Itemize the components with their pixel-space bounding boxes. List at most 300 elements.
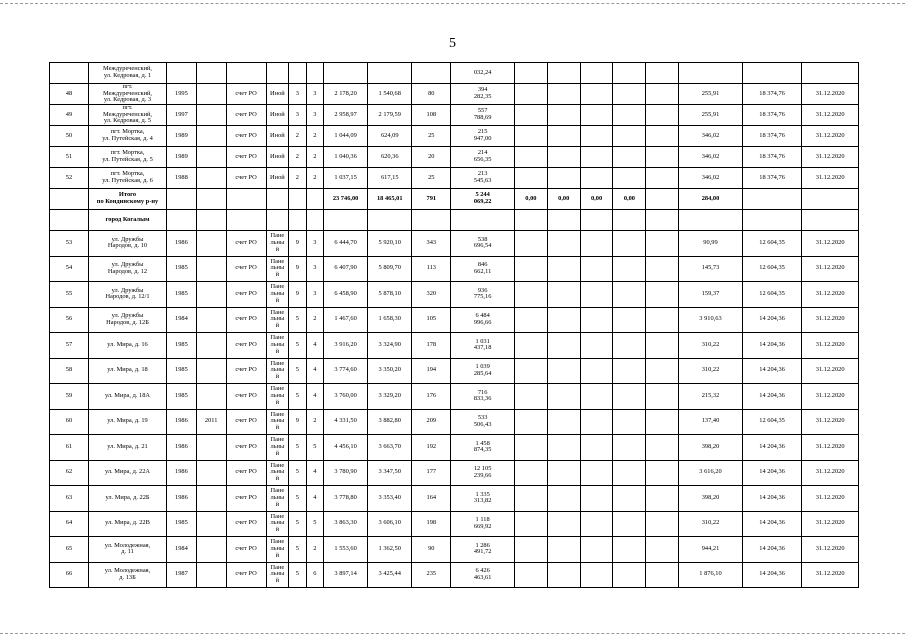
repair-cost-line: 1 039 [475,363,490,371]
fund-method: счет РО [226,358,266,384]
year-built: 1995 [167,84,197,105]
living-area [368,63,412,84]
wall-material-line: Пане [270,232,285,240]
year-renovated [196,486,226,512]
empty-cell [580,63,613,84]
max-cost: 14 204,36 [742,435,802,461]
empty-cell [613,384,646,410]
total-area: 23 746,00 [324,189,368,210]
table-row [50,511,859,537]
entrances: 3 [306,231,323,257]
wall-material [266,486,289,512]
table-row [50,435,859,461]
specific-cost: 346,02 [679,126,743,147]
empty-cell [580,562,613,588]
empty-cell [514,126,547,147]
repair-cost-line: 394 [477,86,488,94]
address-line: Междуреченский, [102,110,153,118]
table-row [50,63,859,84]
empty-cell [646,84,679,105]
row-number: 66 [50,562,89,588]
max-cost: 18 374,76 [742,126,802,147]
year-built: 1986 [167,435,197,461]
repair-cost [451,126,515,147]
fund-method: счет РО [226,333,266,359]
year-renovated [196,460,226,486]
row-number: 65 [50,537,89,563]
year-renovated [196,333,226,359]
repair-cost-line: 716 [477,388,488,396]
repair-cost [451,168,515,189]
address-line: Междуреченский, [102,65,153,73]
living-area: 1 658,30 [368,307,412,333]
empty-cell [613,409,646,435]
max-cost: 14 204,36 [742,486,802,512]
year-renovated [196,105,226,126]
max-cost: 18 374,76 [742,84,802,105]
residents: 235 [412,562,451,588]
empty-cell [580,84,613,105]
address-line: пгт. Мортка, [110,128,145,136]
row-number: 49 [50,105,89,126]
wall-material-line: й [275,475,280,483]
empty-cell [547,384,580,410]
empty-cell [580,105,613,126]
empty-cell [547,333,580,359]
max-cost: 14 204,36 [742,511,802,537]
floors: 9 [289,282,306,308]
empty-cell [613,537,646,563]
fund-method: счет РО [226,282,266,308]
repair-cost-line: 557 [477,107,488,115]
empty-cell [547,358,580,384]
empty-cell [514,256,547,282]
row-number: 57 [50,333,89,359]
floors [289,63,306,84]
specific-cost: 1 876,10 [679,562,743,588]
wall-material-line: й [275,245,280,253]
address [89,168,167,189]
living-area: 3 353,40 [368,486,412,512]
repair-cost-line: 214 [477,149,488,157]
scan-top-edge [0,3,905,4]
address [89,384,167,410]
floors: 9 [289,231,306,257]
wall-material-line: льны [270,340,285,348]
wall-material-line: й [275,449,280,457]
repair-cost-line: 545,63 [473,177,492,184]
empty-cell [613,63,646,84]
wall-material-line: й [275,347,280,355]
residents: 90 [412,537,451,563]
living-area: 3 425,44 [368,562,412,588]
floors: 9 [289,409,306,435]
year-renovated [196,307,226,333]
empty-cell [646,537,679,563]
address [89,409,167,435]
wall-material-line: льны [270,289,285,297]
address-line: ул. Мира, д. 19 [107,417,148,425]
specific-cost: 159,37 [679,282,743,308]
wall-material-line: льны [270,519,285,527]
entrances: 3 [306,84,323,105]
year-renovated [196,358,226,384]
planned-date: 31.12.2020 [802,231,859,257]
empty-cell [646,256,679,282]
living-area: 3 350,20 [368,358,412,384]
address-line: ул. Мира, д. 21 [107,442,148,450]
row-number: 48 [50,84,89,105]
rows-kogalym [50,231,859,588]
year-built: 1986 [167,231,197,257]
total-area [324,63,368,84]
repair-cost-line: 215 [477,128,488,136]
wall-material-line: льны [270,264,285,272]
repair-cost [451,537,515,563]
entrances: 4 [306,333,323,359]
specific-cost [679,63,743,84]
specific-cost: 310,22 [679,333,743,359]
total-area: 6 407,90 [324,256,368,282]
empty-cell [514,63,547,84]
table-row [50,307,859,333]
total-area: 1 553,60 [324,537,368,563]
empty-cell [514,307,547,333]
residents: 343 [412,231,451,257]
planned-date: 31.12.2020 [802,168,859,189]
residents: 113 [412,256,451,282]
empty-cell [580,231,613,257]
address [89,84,167,105]
empty-cell [547,511,580,537]
repair-cost-line: 662,11 [473,267,492,275]
wall-material-line: Пане [270,334,285,342]
specific-cost: 398,20 [679,486,743,512]
planned-date: 31.12.2020 [802,126,859,147]
year-renovated [196,537,226,563]
repair-cost-line: 846 [477,261,488,269]
empty-cell [646,105,679,126]
total-z4: 0,00 [613,189,646,210]
max-cost [742,63,802,84]
max-cost: 12 604,35 [742,256,802,282]
repair-cost [451,307,515,333]
empty-cell [547,486,580,512]
total-specific: 284,00 [679,189,743,210]
address [89,63,167,84]
living-area: 2 179,59 [368,105,412,126]
empty-cell [547,231,580,257]
entrances: 3 [306,105,323,126]
empty-cell [514,333,547,359]
empty-cell [514,460,547,486]
total-label: Итого [118,191,137,199]
empty-cell [580,511,613,537]
specific-cost: 3 910,63 [679,307,743,333]
empty-cell [580,126,613,147]
empty-cell [514,231,547,257]
address-line: ул. Мира, д. 22В [105,519,150,527]
wall-material-line: й [275,424,280,432]
wall-material [266,511,289,537]
max-cost: 14 204,36 [742,307,802,333]
year-renovated [196,63,226,84]
address-line: ул. Мира, д. 22Б [105,493,150,501]
max-cost: 14 204,36 [742,333,802,359]
empty-cell [613,435,646,461]
floors: 5 [289,384,306,410]
fund-method: счет РО [226,511,266,537]
empty-cell [547,84,580,105]
year-built: 1985 [167,358,197,384]
entrances: 4 [306,460,323,486]
entrances: 5 [306,511,323,537]
row-number: 63 [50,486,89,512]
repair-cost [451,256,515,282]
wall-material: Иной [266,84,289,105]
address-line: ул. Молодежная, [104,541,151,549]
total-area: 3 778,80 [324,486,368,512]
wall-material-line: льны [270,468,285,476]
floors: 5 [289,307,306,333]
address-line: ул. Дружбы [111,235,144,243]
wall-material-line: льны [270,391,285,399]
total-z3: 0,00 [580,189,613,210]
empty-cell [580,333,613,359]
total-z2: 0,00 [547,189,580,210]
address-line: Междуреченский, [102,89,153,97]
year-built [167,63,197,84]
total-area: 3 760,00 [324,384,368,410]
empty-cell [547,63,580,84]
row-number: 54 [50,256,89,282]
repair-cost-line: 313,82 [473,497,492,505]
repair-cost-line: 874,35 [473,446,492,454]
empty-cell [547,435,580,461]
max-cost: 14 204,36 [742,562,802,588]
repair-cost-line: 6 426 [475,567,490,575]
fund-method: счет РО [226,409,266,435]
repair-cost [451,562,515,588]
total-residents: 791 [412,189,451,210]
wall-material-line: льны [270,417,285,425]
repair-cost-line: 12 105 [473,465,492,473]
wall-material-line: Пане [270,283,285,291]
wall-material [266,435,289,461]
residents: 20 [412,147,451,168]
address-line: д. 13Б [119,573,136,581]
specific-cost: 398,20 [679,435,743,461]
empty-cell [547,126,580,147]
repair-cost [451,105,515,126]
empty-cell [514,84,547,105]
address [89,333,167,359]
wall-material [266,384,289,410]
floors: 2 [289,126,306,147]
address [89,231,167,257]
address [89,511,167,537]
specific-cost: 215,32 [679,384,743,410]
repair-cost-line: 6 484 [475,312,490,320]
empty-cell [580,256,613,282]
address [89,537,167,563]
address [89,562,167,588]
empty-cell [613,333,646,359]
table-row [50,84,859,105]
table-row [50,384,859,410]
row-number: 64 [50,511,89,537]
empty-cell [580,307,613,333]
repair-cost-line: 1 118 [475,516,490,524]
empty-cell [580,358,613,384]
residents: 194 [412,358,451,384]
year-built: 1989 [167,126,197,147]
repair-cost [451,460,515,486]
empty-cell [514,511,547,537]
planned-date: 31.12.2020 [802,105,859,126]
living-area: 3 882,80 [368,409,412,435]
residents: 80 [412,84,451,105]
empty-cell [646,486,679,512]
year-renovated [196,147,226,168]
fund-method: счет РО [226,84,266,105]
living-area: 3 606,10 [368,511,412,537]
empty-cell [580,435,613,461]
empty-cell [547,105,580,126]
planned-date: 31.12.2020 [802,537,859,563]
year-built: 1985 [167,256,197,282]
empty-cell [646,384,679,410]
address [89,460,167,486]
empty-cell [580,282,613,308]
wall-material [266,409,289,435]
residents: 164 [412,486,451,512]
empty-cell [547,147,580,168]
entrances: 2 [306,126,323,147]
planned-date: 31.12.2020 [802,435,859,461]
specific-cost: 346,02 [679,168,743,189]
entrances: 2 [306,409,323,435]
residents: 320 [412,282,451,308]
wall-material-line: Пане [270,461,285,469]
repair-cost-line: 506,43 [473,420,492,428]
scan-bottom-edge [0,633,905,634]
floors: 3 [289,84,306,105]
empty-cell [580,147,613,168]
wall-material-line: Пане [270,308,285,316]
max-cost: 18 374,76 [742,147,802,168]
wall-material-line: льны [270,544,285,552]
max-cost: 14 204,36 [742,460,802,486]
living-area: 1 362,50 [368,537,412,563]
total-area: 3 863,30 [324,511,368,537]
wall-material-line: й [275,271,280,279]
address-line: пгт. Мортка, [110,149,145,157]
year-built: 1985 [167,282,197,308]
year-built: 1988 [167,168,197,189]
repair-cost [451,409,515,435]
empty-cell [547,460,580,486]
living-area: 3 663,70 [368,435,412,461]
table-row [50,333,859,359]
repair-cost [451,511,515,537]
repair-cost-line: 696,54 [473,242,492,250]
empty-cell [646,168,679,189]
total-block [50,189,859,231]
table-row [50,282,859,308]
empty-cell [613,256,646,282]
empty-cell [514,358,547,384]
floors: 5 [289,486,306,512]
living-area: 617,15 [368,168,412,189]
address-line: ул. Дружбы [111,286,144,294]
address-line: ул. Путейская, д. 4 [102,135,153,142]
empty-cell [613,307,646,333]
wall-material-line: й [275,373,280,381]
row-number: 55 [50,282,89,308]
max-cost: 12 604,35 [742,231,802,257]
repair-cost-line: 947,00 [473,135,492,142]
empty-cell [613,460,646,486]
page-number: 5 [449,36,456,51]
address-line: Народов, д. 10 [107,242,148,250]
address-line: Народов, д. 12 [107,267,148,275]
address [89,256,167,282]
total-area: 3 780,90 [324,460,368,486]
empty-cell [580,168,613,189]
year-renovated [196,256,226,282]
living-area: 3 347,50 [368,460,412,486]
planned-date: 31.12.2020 [802,409,859,435]
repair-cost-line: 213 [477,170,488,178]
max-cost: 12 604,35 [742,282,802,308]
planned-date: 31.12.2020 [802,282,859,308]
table-row [50,537,859,563]
max-cost: 14 204,36 [742,358,802,384]
floors: 3 [289,105,306,126]
entrances: 4 [306,486,323,512]
entrances [306,63,323,84]
year-built: 1987 [167,562,197,588]
entrances: 4 [306,384,323,410]
planned-date: 31.12.2020 [802,84,859,105]
year-built: 1986 [167,486,197,512]
repair-cost-line: 032,24 [473,68,492,76]
total-area: 4 456,10 [324,435,368,461]
total-cost: 5 244 [475,191,490,199]
living-area: 1 540,68 [368,84,412,105]
total-area: 1 044,09 [324,126,368,147]
empty-cell [547,307,580,333]
empty-cell [646,126,679,147]
wall-material-line: Пане [270,257,285,265]
total-area: 4 331,50 [324,409,368,435]
table-row [50,126,859,147]
wall-material-line: Пане [270,436,285,444]
address-line: пгт. [122,83,133,91]
repair-cost-line: 775,16 [473,293,492,301]
wall-material [266,307,289,333]
repair-cost-line: 1 458 [475,439,490,447]
table-row [50,231,859,257]
table-row [50,409,859,435]
planned-date [802,63,859,84]
empty-cell [646,358,679,384]
fund-method: счет РО [226,307,266,333]
floors: 5 [289,333,306,359]
empty-cell [514,105,547,126]
specific-cost: 137,40 [679,409,743,435]
